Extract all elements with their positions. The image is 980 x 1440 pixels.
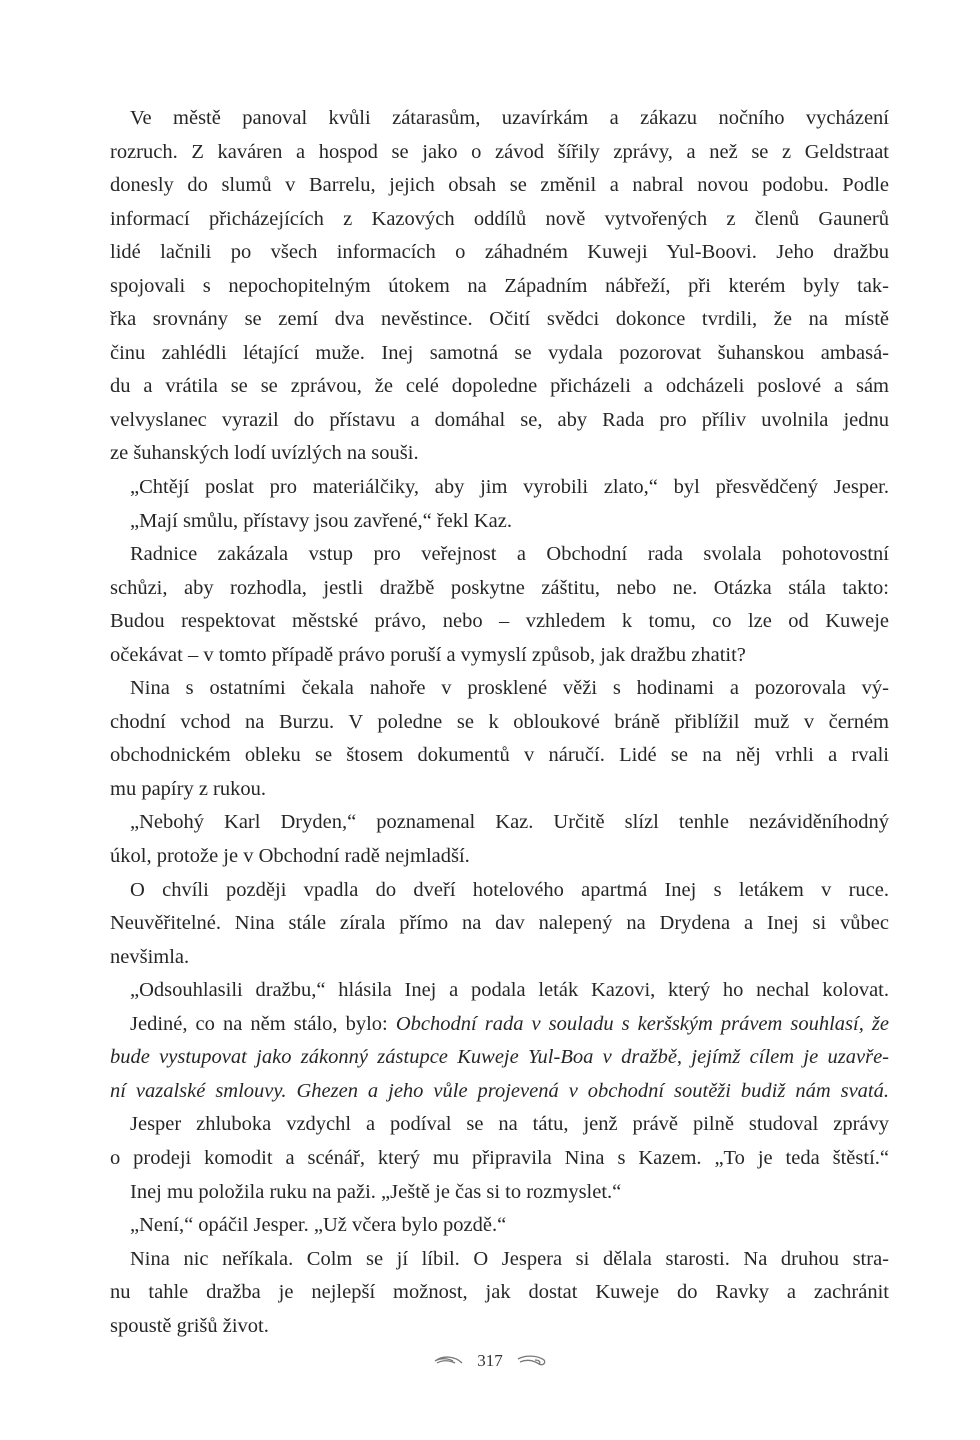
text-line-content: Nina s ostatními čekala nahoře v prosklené věži s hodinami a pozorovala vý-	[130, 677, 889, 700]
text-line	[110, 907, 889, 941]
text-line-content: du a vrátila se se zprávou, že celé dopoledne přicházeli a odcházeli poslové a sám	[110, 375, 889, 398]
text-line	[110, 1243, 889, 1277]
page-footer	[0, 1350, 980, 1371]
text-line-content: činu zahlédli létající muže. Inej samotná se vydala pozorovat šuhanskou ambasá-	[110, 341, 889, 364]
text-line-content: „Není,“ opáčil Jesper. „Už včera bylo pozdě.“	[130, 1214, 507, 1237]
text-line	[110, 1142, 889, 1176]
text-line	[110, 840, 889, 874]
text-line	[110, 136, 889, 170]
text-line-content: Nina nic neříkala. Colm se jí líbil. O Jespera si dělala starosti. Na druhou stra-	[130, 1247, 889, 1270]
text-line-content: spoustě grišů život.	[110, 1314, 269, 1337]
text-line	[110, 1108, 889, 1142]
text-line-content: o prodeji komodit a scénář, který mu připravila Nina s Kazem. „To je teda štěstí.“	[110, 1146, 889, 1169]
text-line-content: „Nebohý Karl Dryden,“ poznamenal Kaz. Určitě slízl tenhle nezáviděníhodný	[130, 811, 889, 834]
text-line-content: „Chtějí poslat pro materiálčiky, aby jim vyrobili zlato,“ byl přesvědčený Jesper.	[130, 476, 889, 499]
text-line-content: O chvíli později vpadla do dveří hotelového apartmá Inej s letákem v ruce.	[130, 878, 889, 901]
text-line	[110, 806, 889, 840]
text-line	[110, 639, 889, 673]
text-line	[110, 1310, 889, 1344]
text-line	[110, 471, 889, 505]
text-line-content: Jesper zhluboka vzdychl a podíval se na tátu, jenž právě pilně studoval zprávy	[130, 1113, 889, 1136]
text-line-content: donesly do slumů v Barrelu, jejich obsah se změnil a nabral novou podobu. Podle	[110, 174, 889, 197]
book-page-body	[110, 102, 889, 1343]
text-line	[110, 874, 889, 908]
text-line-content: schůzi, aby rozhodla, jestli dražbě poskytne záštitu, nebo ne. Otázka stála takto:	[110, 576, 889, 599]
text-line-content: ze šuhanských lodí uvízlých na souši.	[110, 442, 419, 465]
text-line-content: Budou respektovat městské právo, nebo – vzhledem k tomu, co lze od Kuweje	[110, 610, 889, 633]
italic-quote-text: bude vystupovat jako zákonný zástupce Kuweje Yul-Boa v dražbě, jejímž cílem je uzavře-	[110, 1046, 889, 1069]
text-line-content: úkol, protože je v Obchodní radě nejmladší.	[110, 845, 470, 868]
text-line	[110, 1075, 889, 1109]
text-line	[110, 236, 889, 270]
text-line	[110, 370, 889, 404]
text-line	[110, 941, 889, 975]
text-line	[110, 1209, 889, 1243]
italic-quote-text: Obchodní rada v souladu s keršským právem souhlasí, že	[395, 1012, 889, 1035]
page-number: 317	[477, 1351, 503, 1371]
text-line	[110, 404, 889, 438]
text-line-content: mu papíry z rukou.	[110, 777, 266, 800]
text-line-content: chodní vchod na Burzu. V poledne se k obloukové bráně přiblížil muž v černém	[110, 710, 889, 733]
text-line	[110, 102, 889, 136]
text-line-content: Ve městě panoval kvůli zátarasům, uzavírkám a zákazu nočního vycházení	[130, 107, 889, 129]
text-line-content: informací přicházejících z Kazových oddílů nově vytvořených z členů Gaunerů	[110, 207, 889, 230]
swirl-ornament-right-icon	[515, 1354, 549, 1368]
text-line-content: Neuvěřitelné. Nina stále zírala přímo na dav nalepený na Drydena a Inej si vůbec	[110, 912, 889, 935]
text-line-content: spojovali s nepochopitelným útokem na Západním nábřeží, při kterém byly tak-	[110, 274, 889, 297]
text-line	[110, 1008, 889, 1042]
text-line-content: „Odsouhlasili dražbu,“ hlásila Inej a podala leták Kazovi, který ho nechal kolovat.	[130, 979, 889, 1002]
text-line	[110, 974, 889, 1008]
text-line	[110, 538, 889, 572]
text-line	[110, 706, 889, 740]
swirl-ornament-left-icon	[431, 1354, 465, 1368]
text-line-content: „Mají smůlu, přístavy jsou zavřené,“ řekl Kaz.	[130, 509, 512, 532]
text-line	[110, 605, 889, 639]
text-line-content: lidé lačnili po všech informacích o záhadném Kuweji Yul-Boovi. Jeho dražbu	[110, 241, 889, 264]
text-line-content: nevšimla.	[110, 945, 190, 968]
text-line-content: řka srovnány se zemí dva nevěstince. Očití svědci dokonce tvrdili, že na místě	[110, 308, 889, 331]
text-line	[110, 572, 889, 606]
text-line-content: rozruch. Z kaváren a hospod se jako o závod šířily zprávy, a než se z Geldstraat	[110, 140, 889, 163]
text-line	[110, 437, 889, 471]
text-line-content: obchodnickém obleku se štosem dokumentů v náručí. Lidé se na něj vrhli a rvali	[110, 744, 889, 767]
text-line-content: Radnice zakázala vstup pro veřejnost a Obchodní rada svolala pohotovostní	[130, 543, 889, 566]
text-line	[110, 1041, 889, 1075]
text-line	[110, 672, 889, 706]
text-line	[110, 337, 889, 371]
text-line	[110, 1176, 889, 1210]
text-line-content: očekávat – v tomto případě právo poruší a vymyslí způsob, jak dražbu zhatit?	[110, 643, 746, 666]
text-line	[110, 203, 889, 237]
text-line-content: Inej mu položila ruku na paži. „Ještě je čas si to rozmyslet.“	[130, 1180, 622, 1203]
text-line	[110, 270, 889, 304]
text-line	[110, 773, 889, 807]
text-line	[110, 303, 889, 337]
text-line	[110, 169, 889, 203]
text-line	[110, 505, 889, 539]
text-line	[110, 739, 889, 773]
text-line-content: velvyslanec vyrazil do přístavu a domáhal se, aby Rada pro příliv uvolnila jednu	[110, 408, 889, 431]
italic-quote-text: ní vazalské smlouvy. Ghezen a jeho vůle projevená v obchodní soutěži budiž nám svatá.	[110, 1079, 889, 1102]
text-line-content: nu tahle dražba je nejlepší možnost, jak dostat Kuweje do Ravky a zachránit	[110, 1281, 889, 1304]
text-line	[110, 1276, 889, 1310]
text-line-content: Jediné, co na něm stálo, bylo:	[130, 1012, 396, 1035]
